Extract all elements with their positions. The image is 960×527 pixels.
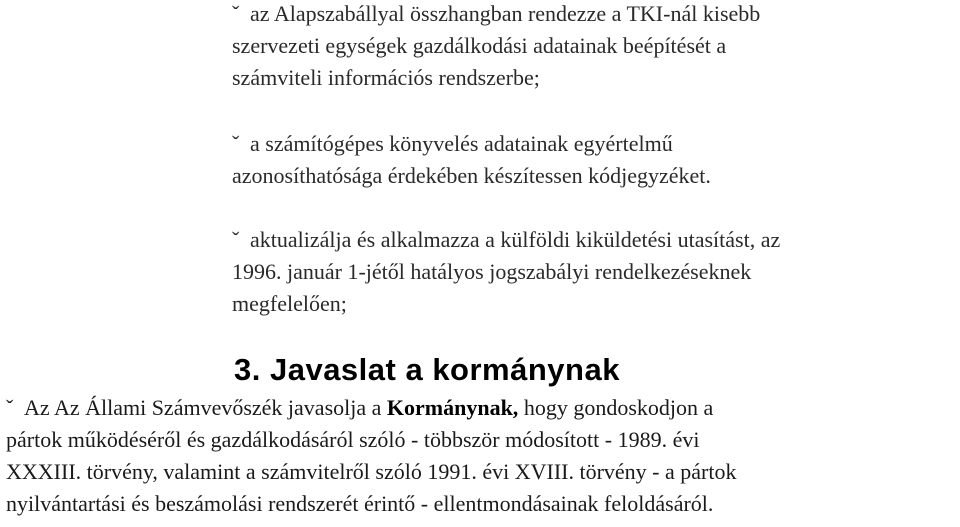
bullet-line: megfelelően; — [232, 291, 347, 316]
bullet-line: azonosíthatósága érdekében készítessen kódjegyzéket. — [232, 163, 711, 188]
paragraph-line: nyilvántartási és beszámolási rendszerét érintő - ellentmondásainak feloldásáról. — [6, 491, 714, 516]
bullet-item-2 — [232, 128, 952, 192]
bullet-marker: ˇ — [232, 1, 240, 26]
paragraph-bold-text: Kormánynak, — [386, 395, 519, 420]
bullet-line — [232, 224, 952, 256]
bullet-line: 1996. január 1-jétől hatályos jogszabályi rendelkezéseknek — [232, 259, 752, 284]
paragraph-line: XXXIII. törvény, valamint a számvitelről szóló 1991. évi XVIII. törvény - a pártok — [6, 459, 737, 484]
bullet-line: szervezeti egységek gazdálkodási adatainak beépítését a — [232, 33, 727, 58]
bullet-line: számviteli információs rendszerbe; — [232, 65, 540, 90]
bullet-item-1 — [232, 0, 952, 94]
bullet-marker: ˇ — [232, 227, 240, 252]
paragraph-text: hogy gondoskodjon a — [518, 395, 714, 420]
section-heading: 3. Javaslat a kormánynak — [234, 352, 620, 387]
paragraph-line: pártok működéséről és gazdálkodásáról szóló - többször módosított - 1989. évi — [6, 427, 700, 452]
paragraph-line — [6, 392, 958, 424]
bullet-line — [232, 128, 952, 160]
paragraph-text: Az Az Állami Számvevőszék javasolja a — [24, 395, 387, 420]
bullet-text: az Alapszabállyal összhangban rendezze a TKI-nál kisebb — [250, 1, 761, 26]
bullet-marker: ˇ — [232, 131, 240, 156]
bullet-item-3 — [232, 224, 952, 320]
section-paragraph — [6, 392, 958, 520]
bullet-line — [232, 0, 952, 30]
bullet-text: a számítógépes könyvelés adatainak egyértelmű — [250, 131, 673, 156]
bullet-text: aktualizálja és alkalmazza a külföldi kiküldetési utasítást, az — [250, 227, 781, 252]
bullet-marker: ˇ — [6, 395, 14, 420]
